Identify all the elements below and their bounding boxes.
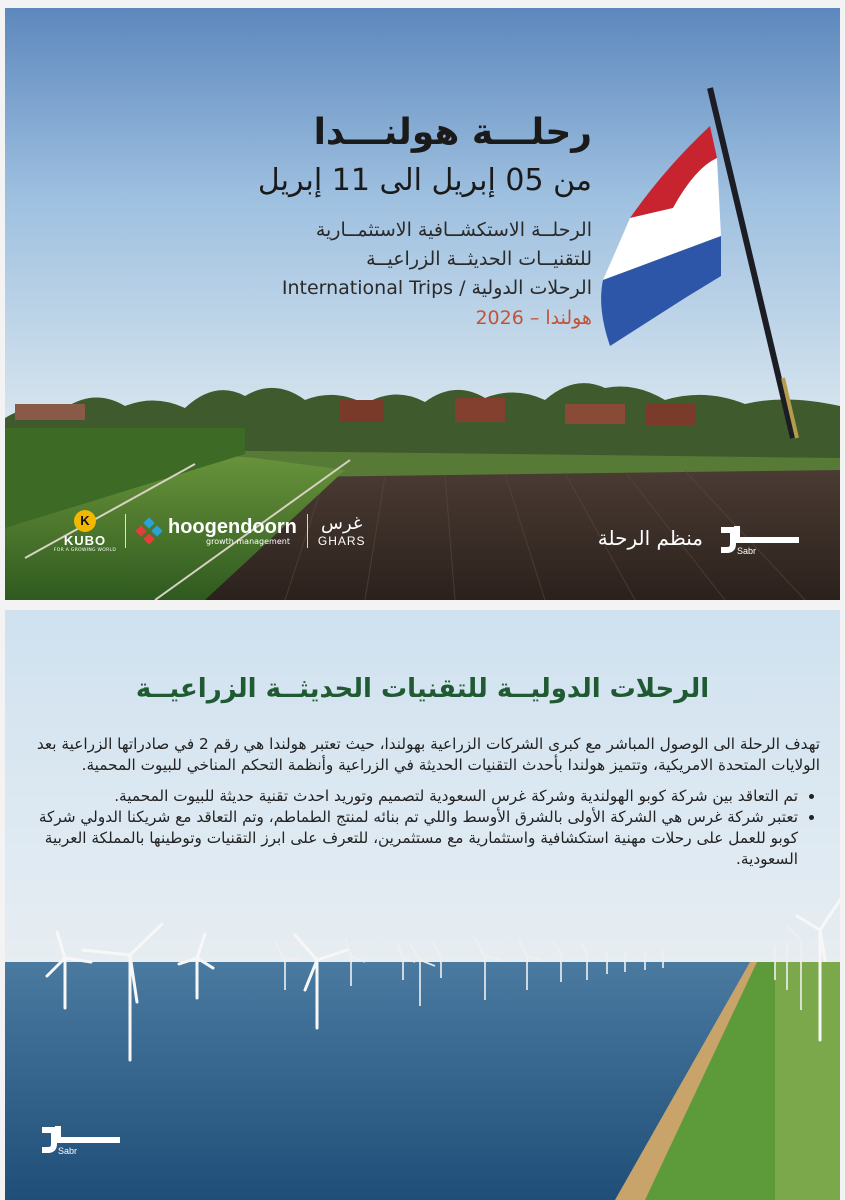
ghars-english: GHARS xyxy=(317,534,366,548)
list-item: • تم التعاقد بين شركة كوبو الهولندية وشركة غرس السعودية لتصميم وتوريد احدث تقنية حديثة للبيوت المحمية. xyxy=(22,786,798,807)
kubo-tagline: FOR A GROWING WORLD xyxy=(53,547,117,553)
ghars-logo xyxy=(318,514,366,548)
trip-title: رحلـــة هولنـــدا xyxy=(313,112,592,153)
trip-subtitle-1: الرحلــة الاستكشــافية الاستثمــارية xyxy=(315,219,592,241)
trip-info-block xyxy=(172,108,592,333)
details-body xyxy=(22,734,820,870)
trip-year: هولندا – 2026 xyxy=(475,307,592,329)
list-item: • تعتبر شركة غرس هي الشركة الأولى بالشرق الأوسط واللي تم بنائه لمنتج الطماطم، وتم التعاقد مع شريكنا الدولي شركة كوبو للعمل على رحلات مهنية استكشافية واستثمارية مع مستثمرين، للتعرف على ابرز التقنيات وتوطينها بالمملكة العربية السعودية. xyxy=(22,807,798,870)
kubo-mark-icon: K xyxy=(74,510,96,532)
partner-logos xyxy=(55,506,366,556)
trip-details-card xyxy=(5,610,840,1200)
hoogendoorn-name: hoogendoorn xyxy=(168,516,297,538)
organizer-label: منظم الرحلة xyxy=(597,526,703,550)
trip-dates: من 05 إبريل الى 11 إبريل xyxy=(257,163,592,198)
hoogendoorn-logo xyxy=(136,516,297,546)
hoogendoorn-tagline: growth management xyxy=(206,537,290,546)
details-intro: تهدف الرحلة الى الوصول المباشر مع كبرى الشركات الزراعية بهولندا، حيث تعتبر هولندا هي رقم 2 في صادراتها الزراعية بعد الولايات المتحدة الامريكية، وتتميز هولندا بأحدث التقنيات الحديثة في الزراعية وأنظمة التحكم المناخي للبيوت المحمية. xyxy=(36,735,820,774)
trip-cover-card xyxy=(5,8,840,600)
sabr-logo xyxy=(719,520,805,556)
details-title: الرحلات الدوليــة للتقنيات الحديثــة الزراعيــة xyxy=(135,674,710,704)
logo-divider xyxy=(125,514,126,548)
details-bullet-list xyxy=(22,786,820,870)
sabr-wordmark: Sabr xyxy=(737,546,757,556)
logo-divider xyxy=(307,514,308,548)
sabr-logo xyxy=(40,1120,126,1156)
trip-subtitle-3: الرحلات الدولية / International Trips xyxy=(281,277,592,299)
kubo-logo xyxy=(55,510,115,553)
hoogendoorn-mark-icon xyxy=(136,518,162,544)
sabr-wordmark: Sabr xyxy=(58,1146,78,1156)
trip-subtitle-2: للتقنيــات الحديثــة الزراعيــة xyxy=(366,248,592,270)
organizer-block xyxy=(598,520,805,556)
ghars-arabic: غرس xyxy=(321,513,363,534)
kubo-name: KUBO xyxy=(63,532,107,548)
